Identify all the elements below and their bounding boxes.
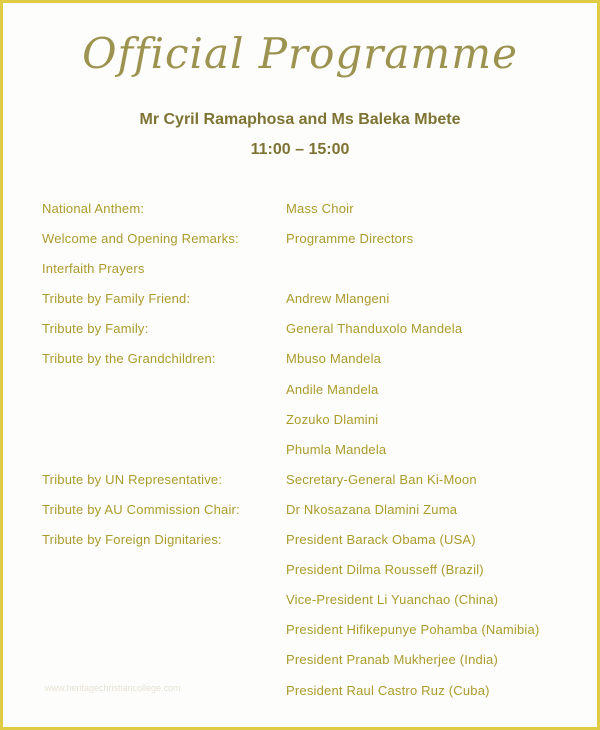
programme-row (42, 592, 582, 622)
programme-row (42, 261, 582, 291)
programme-row (42, 291, 582, 321)
programme-item-label: Tribute by Foreign Dignitaries: (42, 532, 222, 548)
programme-row (42, 472, 582, 502)
programme-item-value: Mass Choir (286, 201, 354, 216)
programme-row (42, 442, 582, 472)
programme-row (42, 622, 582, 652)
programme-row (42, 502, 582, 532)
programme-time: 11:00 – 15:00 (250, 141, 350, 158)
programme-list (42, 201, 582, 713)
programme-item-value: President Dilma Rousseff (Brazil) (286, 562, 484, 578)
programme-item-label: Tribute by Family: (42, 321, 149, 337)
watermark: www.heritagechristiancollege.com (45, 683, 181, 693)
programme-item-value: Dr Nkosazana Dlamini Zuma (286, 501, 458, 517)
programme-row (42, 532, 582, 562)
programme-item-value: President Hifikepunye Pohamba (Namibia) (286, 622, 540, 638)
programme-item-label: Tribute by AU Commission Chair: (42, 501, 240, 517)
programme-item-value: Programme Directors (286, 231, 414, 247)
programme-item-label: Tribute by Family Friend: (42, 291, 191, 307)
programme-item-value: Andile Mandela (286, 381, 379, 397)
programme-row (42, 231, 582, 261)
programme-row (42, 652, 582, 682)
programme-row (42, 321, 582, 351)
programme-item-value: Andrew Mlangeni (286, 291, 390, 307)
programme-item-label: Tribute by the Grandchildren: (42, 351, 216, 367)
programme-item-value: President Barack Obama (USA) (286, 532, 476, 548)
programme-row (42, 382, 582, 412)
programme-item-value: President Pranab Mukherjee (India) (286, 652, 499, 668)
programme-row (42, 201, 582, 231)
programme-row (42, 412, 582, 442)
programme-item-value: Secretary-General Ban Ki-Moon (286, 471, 477, 487)
programme-row (42, 351, 582, 381)
page-title: Official Programme (82, 29, 518, 78)
programme-item-value: President Raul Castro Ruz (Cuba) (286, 682, 490, 698)
programme-item-value: General Thanduxolo Mandela (286, 321, 463, 337)
programme-item-value: Phumla Mandela (286, 441, 387, 457)
programme-item-label: Welcome and Opening Remarks: (42, 231, 239, 247)
programme-item-value: Zozuko Dlamini (286, 411, 379, 427)
programme-item-label: Interfaith Prayers (42, 261, 145, 277)
programme-item-value: Vice-President Li Yuanchao (China) (286, 592, 499, 608)
programme-item-value: Mbuso Mandela (286, 351, 382, 367)
programme-row (42, 562, 582, 592)
programme-item-label: Tribute by UN Representative: (42, 471, 223, 487)
programme-item-label: National Anthem: (42, 201, 145, 216)
programme-names: Mr Cyril Ramaphosa and Ms Baleka Mbete (139, 111, 461, 128)
